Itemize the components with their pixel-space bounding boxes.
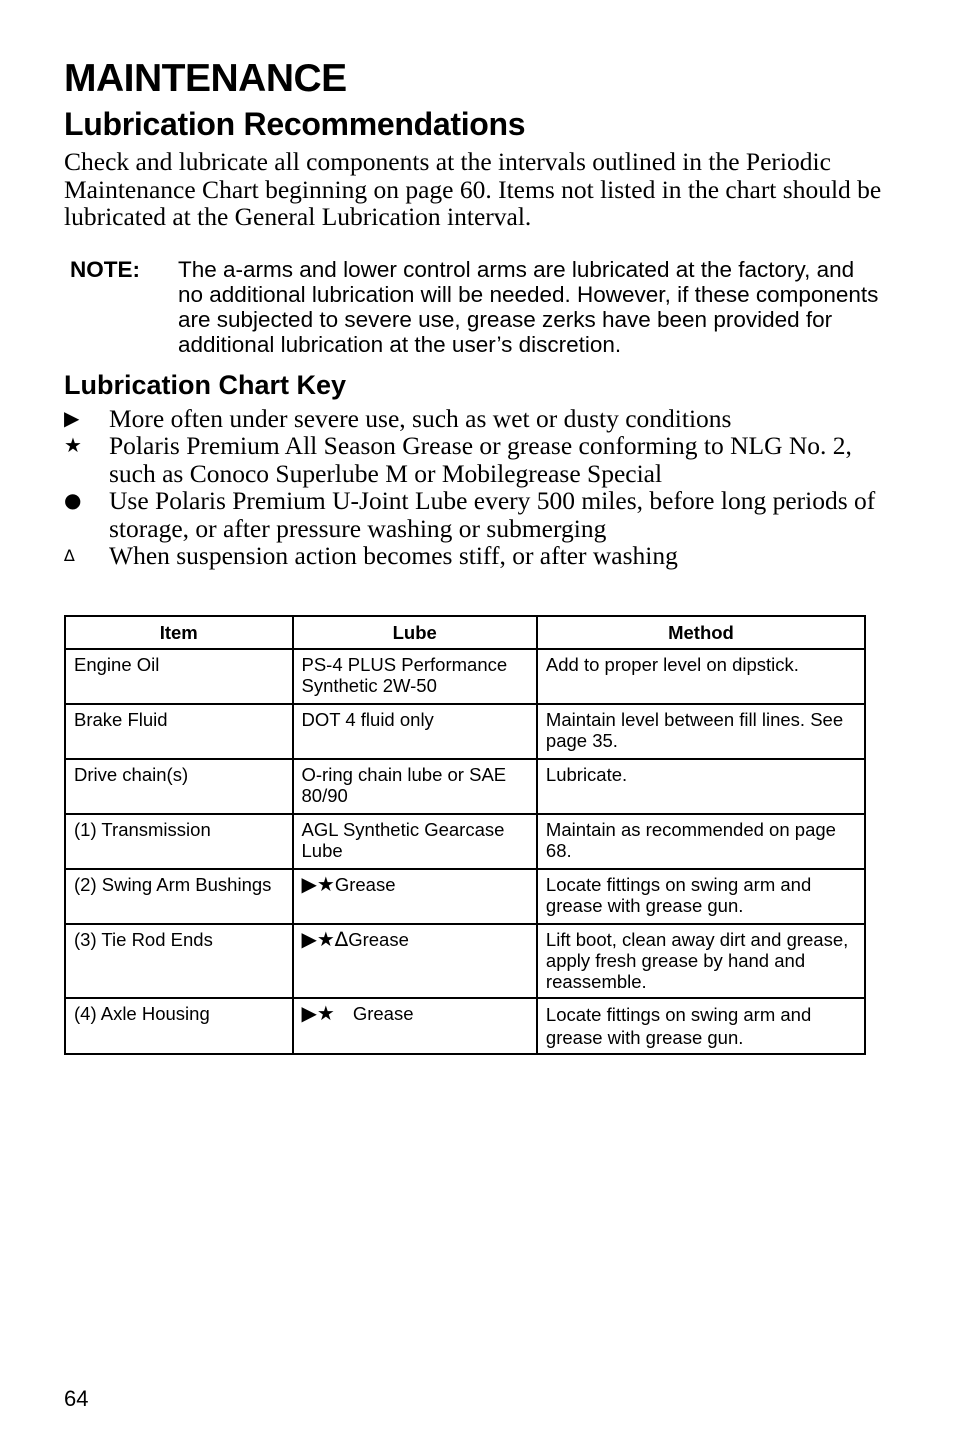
note-block [70, 257, 884, 357]
bullet-circle-icon: ● [64, 488, 82, 512]
cell-item: (1) Transmission [65, 814, 293, 869]
cell-lube-text: Grease [348, 929, 409, 950]
key-item-text: Use Polaris Premium U-Joint Lube every 500 miles, before long periods of storage, or after pressure washing or submerging [109, 486, 876, 543]
cell-lube-text: O-ring chain lube or SAE 80/90 [301, 764, 507, 806]
cell-method: Maintain level between fill lines. See page 35. [537, 704, 865, 759]
key-item-text: More often under severe use, such as wet or dusty conditions [109, 403, 732, 433]
cell-method: Locate fittings on swing arm and grease with grease gun. [537, 869, 865, 924]
column-header-method: Method [537, 616, 865, 649]
table-row [65, 704, 865, 759]
cell-method: Lubricate. [537, 759, 865, 814]
key-item-severe-use [64, 405, 884, 433]
table-row [65, 924, 865, 998]
cell-lube-text: PS-4 PLUS Performance Synthetic 2W-50 [301, 654, 508, 696]
cell-lube-text: Grease [352, 1003, 414, 1024]
table-row [65, 869, 865, 924]
cell-item: Brake Fluid [65, 704, 293, 759]
cell-lube-text: DOT 4 fluid only [301, 709, 434, 730]
delta-icon: ∆ [64, 546, 75, 565]
table-row [65, 649, 865, 704]
key-item-text: Polaris Premium All Season Grease or grease conforming to NLG No. 2, such as Conoco Superlube M or Mobilegrease Special [109, 431, 852, 488]
column-header-item: Item [65, 616, 293, 649]
star-icon: ★ [64, 433, 82, 457]
column-header-lube: Lube [293, 616, 537, 649]
cell-lube-text: AGL Synthetic Gearcase Lube [301, 819, 505, 861]
page-content [64, 56, 884, 570]
page-title: MAINTENANCE [64, 57, 347, 100]
cell-item: (4) Axle Housing [65, 998, 293, 1054]
key-item-ujoint [64, 487, 884, 542]
cell-item: (2) Swing Arm Bushings [65, 869, 293, 924]
section-title: Lubrication Recommendations [64, 106, 526, 142]
lube-key-icons: ▶★ [301, 1001, 335, 1025]
key-item-grease [64, 432, 884, 487]
table-row [65, 759, 865, 814]
cell-lube [293, 869, 537, 924]
cell-item: Drive chain(s) [65, 759, 293, 814]
cell-lube [293, 704, 537, 759]
cell-method: Add to proper level on dipstick. [537, 649, 865, 704]
triangle-right-icon: ▶ [64, 405, 80, 430]
table-row [65, 814, 865, 869]
note-text: The a-arms and lower control arms are lubricated at the factory, and no additional lubrication will be needed. However, if these components are subjected to severe use, grease zerks have been provided for additional lubrication at the user’s discretion. [178, 256, 879, 357]
cell-lube-text: Grease [334, 874, 396, 895]
cell-lube [293, 759, 537, 814]
lube-key-icons: ▶★∆ [301, 927, 349, 951]
cell-method: Lift boot, clean away dirt and grease, apply fresh grease by hand and reassemble. [537, 924, 865, 998]
cell-item: Engine Oil [65, 649, 293, 704]
cell-method: Locate fittings on swing arm and grease with grease gun. [537, 998, 865, 1054]
note-label: NOTE: [70, 256, 140, 282]
key-item-text: When suspension action becomes stiff, or after washing [109, 541, 678, 570]
cell-item: (3) Tie Rod Ends [65, 924, 293, 998]
key-item-suspension [64, 542, 884, 570]
table-header-row [65, 616, 865, 649]
cell-lube [293, 649, 537, 704]
chart-key-list [64, 405, 884, 570]
intro-paragraph: Check and lubricate all components at the intervals outlined in the Periodic Maintenance Chart beginning on page 60. Items not listed in the chart should be lubricated at the General Lubrication interval. [64, 147, 882, 231]
cell-lube [293, 924, 537, 998]
cell-lube [293, 814, 537, 869]
page-number: 64 [64, 1386, 89, 1411]
lubrication-table [64, 615, 866, 1055]
cell-method: Maintain as recommended on page 68. [537, 814, 865, 869]
lube-key-icons: ▶★ [301, 872, 335, 896]
table-row [65, 998, 865, 1054]
cell-lube [293, 998, 537, 1054]
chart-key-title: Lubrication Chart Key [64, 369, 347, 400]
